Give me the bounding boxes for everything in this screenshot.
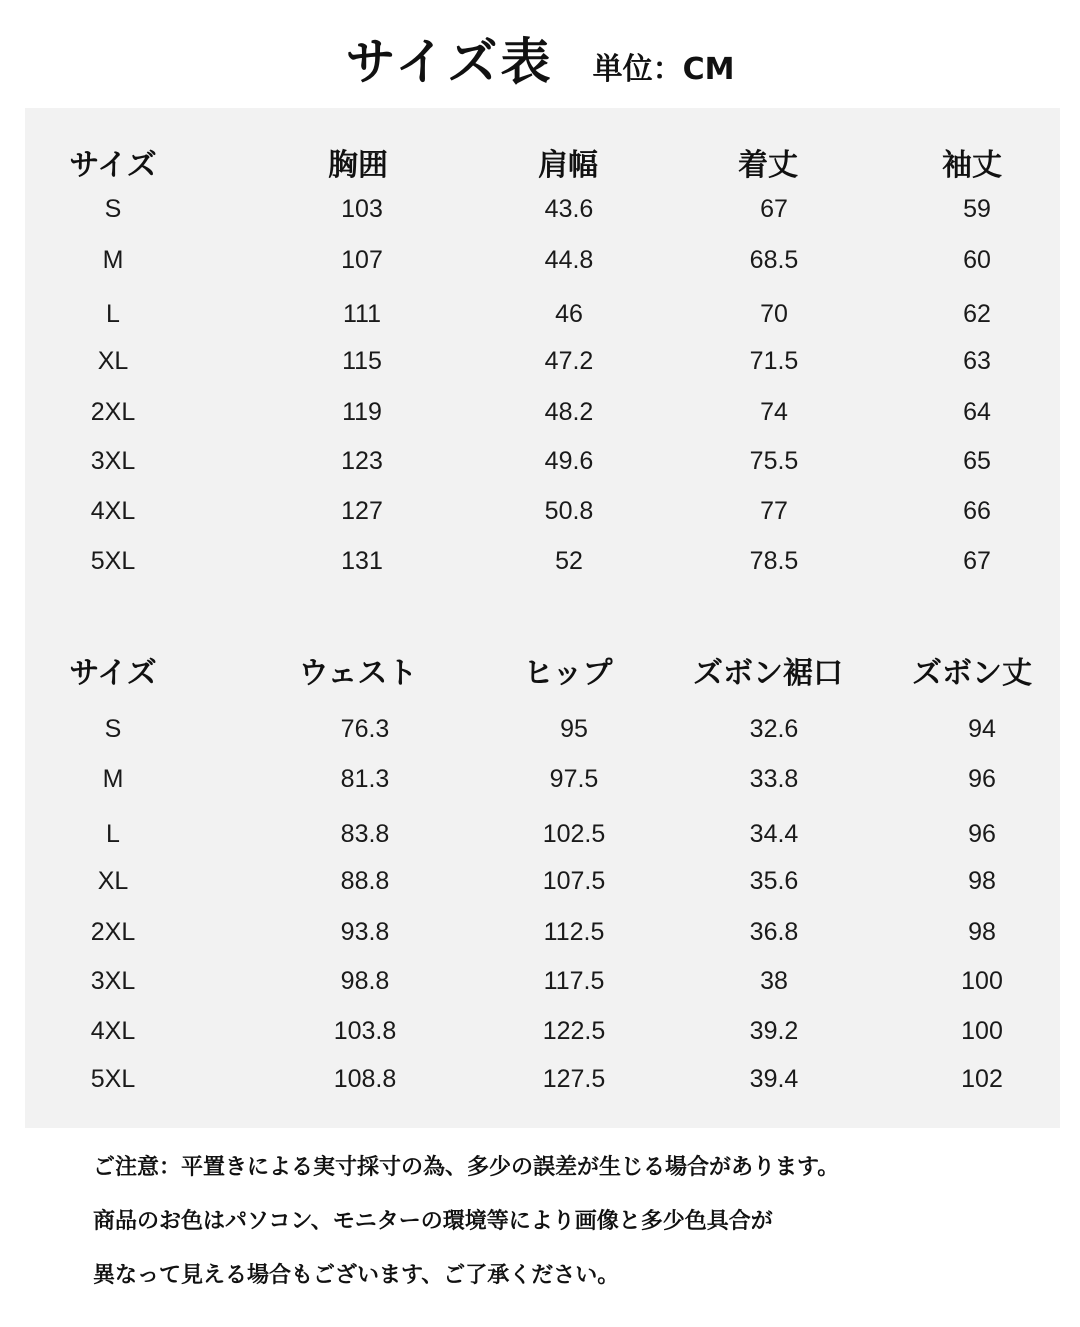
table-2-cell: 102.5 bbox=[542, 820, 606, 848]
table-1-cell: 70 bbox=[760, 300, 788, 328]
table-2-cell: 97.5 bbox=[549, 765, 599, 793]
table-1-cell: 59 bbox=[963, 195, 991, 223]
table-1-cell: S bbox=[104, 195, 122, 223]
table-1-cell: 77 bbox=[760, 497, 788, 525]
table-1-header-3: 着丈 bbox=[738, 148, 798, 183]
table-1-cell: 44.8 bbox=[544, 246, 594, 274]
table-2-header-2: ヒップ bbox=[523, 656, 613, 691]
unit-label: 単位：CM bbox=[592, 52, 735, 87]
table-1-cell: 75.5 bbox=[749, 447, 799, 475]
table-1-cell: 107 bbox=[341, 246, 383, 274]
table-1-cell: M bbox=[102, 246, 124, 274]
table-2-cell: 112.5 bbox=[543, 918, 605, 946]
table-1-cell: 46 bbox=[555, 300, 583, 328]
table-1-cell: 47.2 bbox=[544, 347, 594, 375]
table-2-cell: 39.2 bbox=[749, 1017, 799, 1045]
table-2-cell: 5XL bbox=[90, 1065, 136, 1093]
table-1-cell: 2XL bbox=[90, 398, 136, 426]
table-2-cell: 95 bbox=[560, 715, 588, 743]
table-2-cell: 94 bbox=[968, 715, 996, 743]
table-1-cell: L bbox=[106, 300, 120, 328]
size-table-panel bbox=[25, 108, 1060, 1128]
table-1-cell: 62 bbox=[963, 300, 991, 328]
table-1-cell: 5XL bbox=[90, 547, 136, 575]
table-2-header-1: ウェスト bbox=[298, 656, 418, 691]
table-1-header-4: 袖丈 bbox=[942, 148, 1002, 183]
table-1-cell: 43.6 bbox=[544, 195, 594, 223]
table-2-cell: 83.8 bbox=[340, 820, 390, 848]
table-1-cell: 68.5 bbox=[749, 246, 799, 274]
table-2-cell: 100 bbox=[961, 967, 1003, 995]
table-2-cell: 96 bbox=[968, 820, 996, 848]
table-1-cell: 127 bbox=[341, 497, 383, 525]
table-1-cell: 115 bbox=[342, 347, 382, 375]
table-1-cell: 103 bbox=[341, 195, 383, 223]
table-2-cell: 4XL bbox=[90, 1017, 136, 1045]
table-2-cell: 96 bbox=[968, 765, 996, 793]
table-2-cell: 127.5 bbox=[542, 1065, 606, 1093]
table-1-cell: 65 bbox=[963, 447, 991, 475]
table-1-cell: 74 bbox=[760, 398, 788, 426]
table-2-cell: 38 bbox=[760, 967, 788, 995]
table-2-cell: L bbox=[106, 820, 120, 848]
table-2-cell: 108.8 bbox=[333, 1065, 397, 1093]
table-1-cell: 60 bbox=[963, 246, 991, 274]
table-2-cell: 107.5 bbox=[542, 867, 606, 895]
table-1-cell: 48.2 bbox=[544, 398, 594, 426]
table-2-header-4: ズボン丈 bbox=[912, 656, 1032, 691]
table-2-cell: 33.8 bbox=[749, 765, 799, 793]
table-1-cell: XL bbox=[97, 347, 129, 375]
table-1-header-1: 胸囲 bbox=[328, 148, 388, 183]
table-2-cell: 122.5 bbox=[542, 1017, 606, 1045]
table-2-cell: 32.6 bbox=[749, 715, 799, 743]
table-2-cell: 3XL bbox=[90, 967, 136, 995]
table-2-cell: XL bbox=[97, 867, 129, 895]
table-1-cell: 67 bbox=[760, 195, 788, 223]
table-2-cell: 35.6 bbox=[749, 867, 799, 895]
table-1-cell: 50.8 bbox=[544, 497, 594, 525]
table-2-cell: S bbox=[104, 715, 122, 743]
table-1-cell: 78.5 bbox=[749, 547, 799, 575]
table-2-cell: 36.8 bbox=[749, 918, 799, 946]
table-1-cell: 64 bbox=[963, 398, 991, 426]
table-2-cell: 103.8 bbox=[333, 1017, 397, 1045]
table-2-cell: 102 bbox=[961, 1065, 1003, 1093]
table-2-cell: 98 bbox=[968, 918, 996, 946]
note-line: ご注意：平置きによる実寸採寸の為、多少の誤差が生じる場合があります。 bbox=[93, 1155, 840, 1180]
note-line: 異なって見える場合もございます、ご了承ください。 bbox=[93, 1263, 620, 1288]
table-2-cell: 93.8 bbox=[340, 918, 390, 946]
table-2-cell: 98.8 bbox=[340, 967, 390, 995]
title-bar bbox=[0, 22, 1080, 94]
table-1-cell: 66 bbox=[963, 497, 991, 525]
table-1-cell: 67 bbox=[963, 547, 991, 575]
table-2-cell: 34.4 bbox=[749, 820, 799, 848]
table-2-cell: 117.5 bbox=[543, 967, 605, 995]
table-2-header-0: サイズ bbox=[69, 656, 157, 691]
table-1-cell: 111 bbox=[342, 300, 382, 328]
table-2-cell: 76.3 bbox=[340, 715, 390, 743]
table-2-cell: M bbox=[102, 765, 124, 793]
table-2-header-3: ズボン裾口 bbox=[693, 656, 843, 691]
table-2-cell: 39.4 bbox=[749, 1065, 799, 1093]
table-1-cell: 52 bbox=[555, 547, 583, 575]
table-1-cell: 71.5 bbox=[749, 347, 799, 375]
table-1-cell: 131 bbox=[341, 547, 383, 575]
table-1-cell: 123 bbox=[341, 447, 383, 475]
note-line: 商品のお色はパソコン、モニターの環境等により画像と多少色具合が bbox=[93, 1209, 773, 1234]
table-1-cell: 63 bbox=[963, 347, 991, 375]
page-title: サイズ表 bbox=[345, 33, 554, 91]
table-2-cell: 100 bbox=[961, 1017, 1003, 1045]
table-1-header-0: サイズ bbox=[69, 148, 157, 183]
table-2-cell: 98 bbox=[968, 867, 996, 895]
table-2-cell: 2XL bbox=[90, 918, 136, 946]
table-2-cell: 81.3 bbox=[340, 765, 390, 793]
table-1-cell: 119 bbox=[342, 398, 382, 426]
table-1-cell: 4XL bbox=[90, 497, 136, 525]
table-1-cell: 49.6 bbox=[544, 447, 594, 475]
table-1-cell: 3XL bbox=[90, 447, 136, 475]
table-1-header-2: 肩幅 bbox=[538, 148, 598, 183]
table-2-cell: 88.8 bbox=[340, 867, 390, 895]
